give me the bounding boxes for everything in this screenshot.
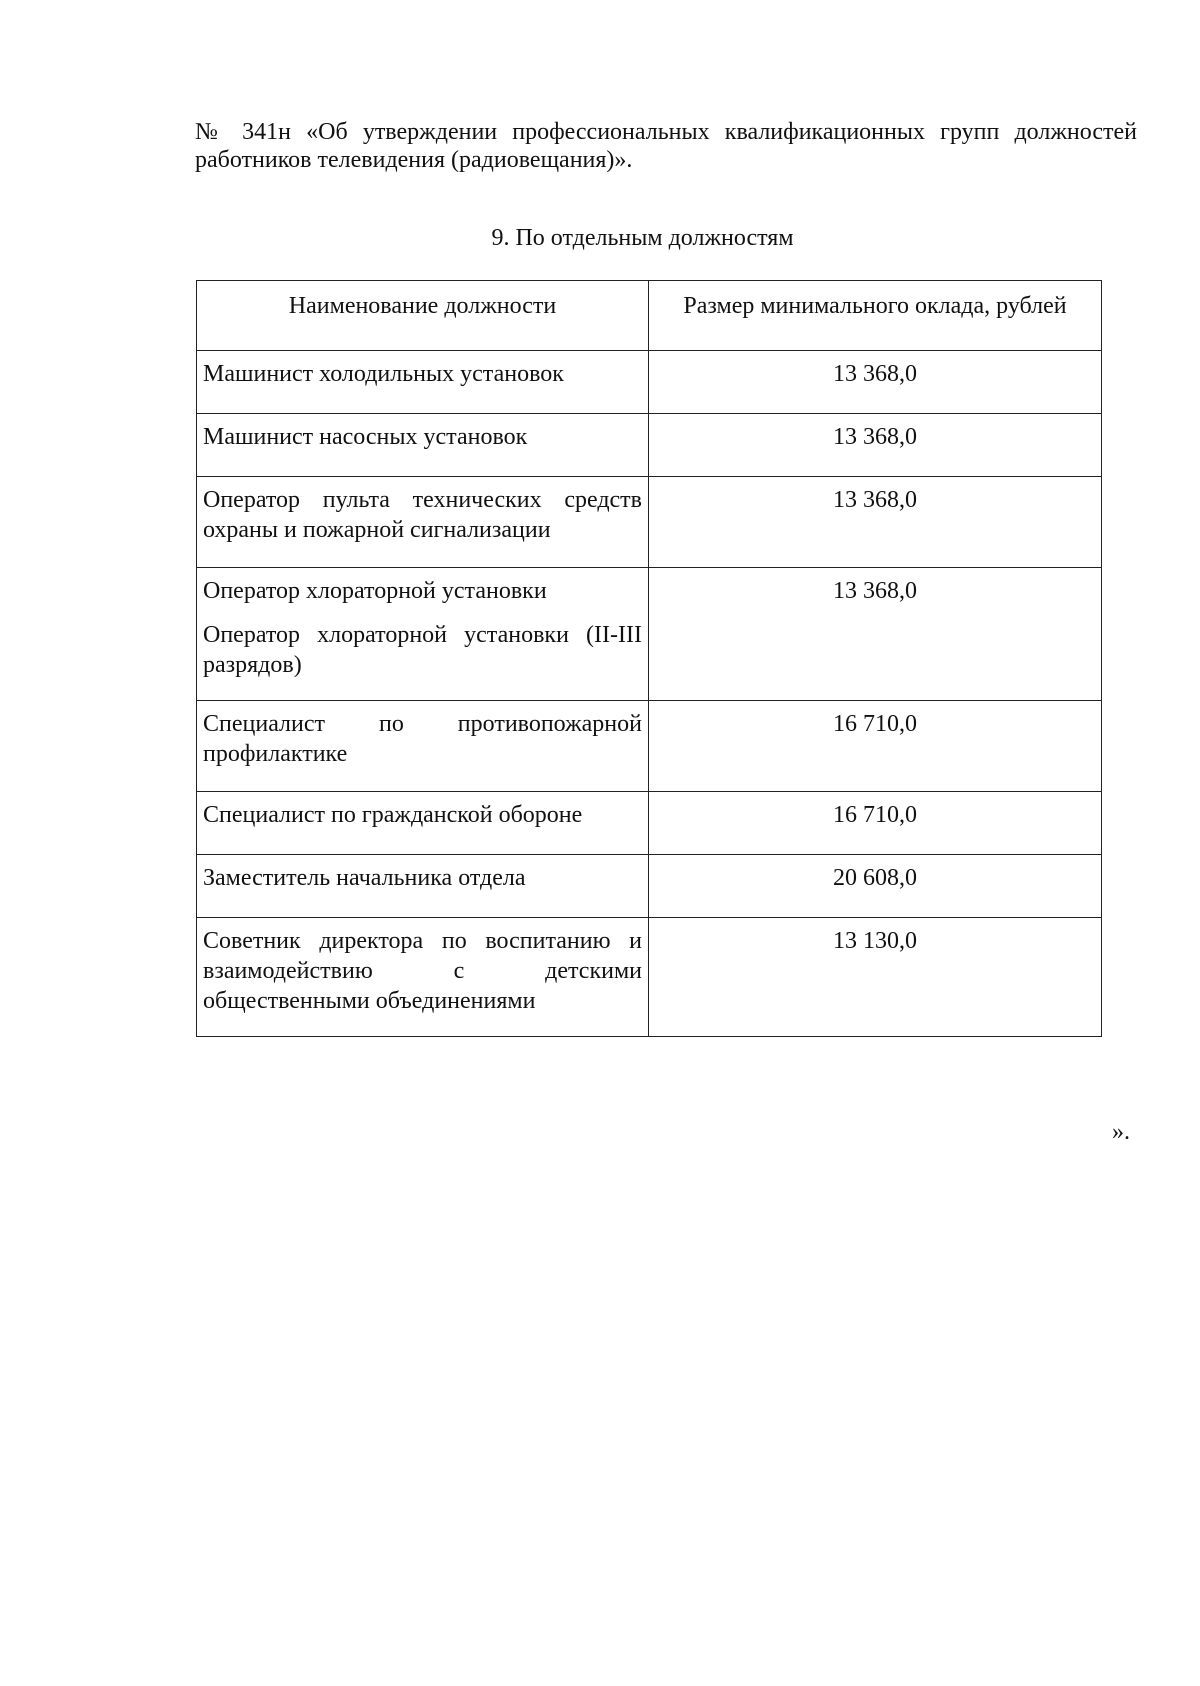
position-name: Оператор пульта технических средств охраны и пожарной сигнализации [197,477,649,568]
salary-amount: 13 368,0 [649,477,1102,568]
table-header-row [197,281,1102,351]
table-row [197,918,1102,1037]
salary-amount: 20 608,0 [649,855,1102,918]
salary-amount: 16 710,0 [649,792,1102,855]
salary-table [196,280,1102,1037]
salary-amount: 13 368,0 [649,568,1102,701]
header-min-salary: Размер минимального оклада, рублей [649,281,1102,351]
position-name: Специалист по гражданской обороне [197,792,649,855]
table-row [197,351,1102,414]
salary-amount: 13 368,0 [649,414,1102,477]
header-position-name: Наименование должности [197,281,649,351]
position-name: Советник директора по воспитанию и взаимодействию с детскими общественными объединениями [197,918,649,1037]
table-row [197,855,1102,918]
position-name: Специалист по противопожарной профилактике [197,701,649,792]
position-name: Машинист холодильных установок [197,351,649,414]
salary-amount: 16 710,0 [649,701,1102,792]
position-name-detail: Оператор хлораторной установки (II-III разрядов) [203,622,642,678]
position-name: Оператор хлораторной установки [203,578,547,604]
table-row [197,477,1102,568]
table-row [197,792,1102,855]
table-row [197,568,1102,701]
intro-paragraph: № 341н «Об утверждении профессиональных квалификационных групп должностей работников телевидения (радиовещания)». [195,119,1137,173]
position-name: Машинист насосных установок [197,414,649,477]
section-title: 9. По отдельным должностям [491,225,794,251]
table-row [197,414,1102,477]
salary-amount: 13 130,0 [649,918,1102,1037]
table-row [197,701,1102,792]
position-name: Заместитель начальника отдела [197,855,649,918]
position-name-cell [197,568,649,701]
closing-quote-mark: ». [1112,1119,1130,1145]
salary-amount: 13 368,0 [649,351,1102,414]
